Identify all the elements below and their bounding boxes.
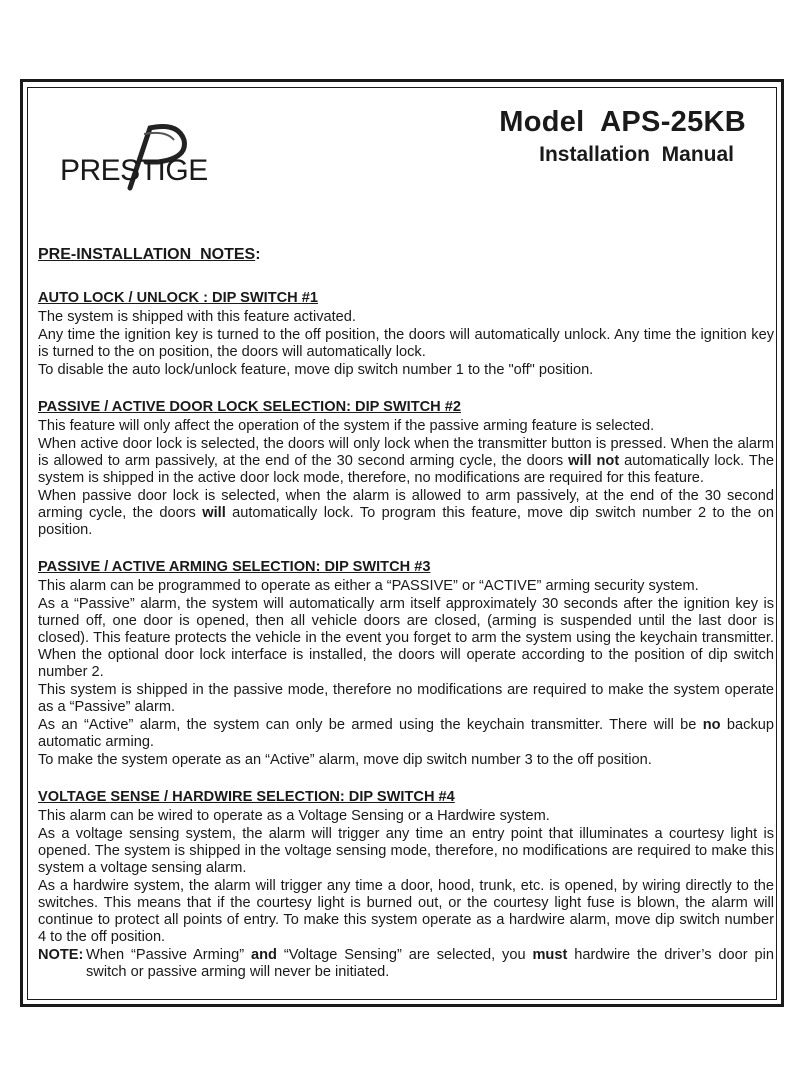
section-title: AUTO LOCK / UNLOCK : DIP SWITCH #1	[38, 290, 318, 306]
note-text	[86, 947, 774, 981]
text-run: “Voltage Sensing” are selected, you	[276, 947, 533, 963]
paragraph: As a voltage sensing system, the alarm will trigger any time an entry point that illuminates a courtesy light is opened. The system is shipped in the voltage sensing mode, therefore, no modifications are required to make this system a voltage sensing alarm.	[38, 826, 774, 876]
logo-wordmark: PRESTIGE	[60, 154, 208, 187]
paragraph: To disable the auto lock/unlock feature, move dip switch number 1 to the "off" position.	[38, 362, 594, 378]
page-heading-text: PRE-INSTALLATION NOTES	[38, 246, 256, 263]
page-heading-colon: :	[255, 246, 261, 263]
paragraph: This feature will only affect the operation of the system if the passive arming feature is selected.	[38, 418, 655, 434]
section-dip-switch-4	[38, 788, 774, 981]
text-run: backup automatic arming.	[38, 717, 774, 750]
paragraph: As a “Passive” alarm, the system will automatically arm itself approximately 30 seconds after the ignition key is turned off, one door is opened, then all vehicle doors are closed, (arming is suspended until the last door is closed). This feature protects the vehicle in the event you forget to arm the system using the keychain transmitter. When the optional door lock interface is installed, the doors will operate according to the position of dip switch number 2.	[38, 596, 774, 680]
prestige-logo	[58, 118, 238, 208]
paragraph: This alarm can be wired to operate as a Voltage Sensing or a Hardwire system.	[38, 808, 550, 824]
bold-text: no	[702, 717, 721, 733]
paragraph: Any time the ignition key is turned to the off position, the doors will automatically unlock. Any time the ignition key is turned to the on position, the doors will automatically lock.	[38, 327, 774, 360]
paragraph: This alarm can be programmed to operate as either a “PASSIVE” or “ACTIVE” arming security system.	[38, 578, 699, 594]
text-run: When active door lock is selected, the doors will only lock when the transmitter button is pressed. When the alarm is allowed to arm passively, at the end of the 30 second arming cycle, the doors	[38, 436, 774, 469]
section-dip-switch-1	[38, 289, 774, 379]
note-label: NOTE:	[38, 947, 84, 963]
manual-subtitle: Installation Manual	[539, 143, 734, 166]
text-run: hardwire the driver’s door pin switch or passive arming will never be initiated.	[86, 947, 774, 980]
note-block	[38, 947, 774, 981]
paragraph	[38, 488, 774, 539]
page-heading	[38, 244, 774, 266]
section-dip-switch-3	[38, 558, 774, 769]
paragraph	[38, 717, 774, 751]
section-dip-switch-2	[38, 398, 774, 539]
paragraph: As a hardwire system, the alarm will trigger any time a door, hood, trunk, etc. is opened, by wiring directly to the switches. This means that if the courtesy light is burned out, or the courtesy light fuse is blown, the alarm will continue to protect all points of entry. To make this system operate as a hardwire alarm, move dip switch number 4 to the off position.	[38, 878, 774, 945]
manual-content	[38, 244, 774, 1000]
paragraph: This system is shipped in the passive mode, therefore no modifications are required to make the system operate as a “Passive” alarm.	[38, 682, 774, 715]
bold-text: must	[532, 947, 568, 963]
text-run: When “Passive Arming”	[86, 947, 252, 963]
section-title: PASSIVE / ACTIVE ARMING SELECTION: DIP SWITCH #3	[38, 559, 431, 575]
bold-text: will not	[568, 453, 620, 469]
text-run: As an “Active” alarm, the system can only be armed using the keychain transmitter. There will be	[38, 717, 703, 733]
paragraph: The system is shipped with this feature activated.	[38, 309, 356, 325]
section-title: PASSIVE / ACTIVE DOOR LOCK SELECTION: DIP SWITCH #2	[38, 399, 461, 415]
bold-text: and	[251, 947, 277, 963]
text-run: automatically lock. To program this feature, move dip switch number 2 to the on position.	[38, 505, 774, 538]
model-title: Model APS-25KB	[499, 106, 746, 138]
text-run: When passive door lock is selected, when the alarm is allowed to arm passively, at the end of the 30 second arming cycle, the doors	[38, 488, 774, 521]
bold-text: will	[202, 505, 226, 521]
text-run: automatically lock. The system is shipped in the active door lock mode, therefore, no modifications are required for this feature.	[38, 453, 774, 486]
paragraph	[38, 436, 774, 487]
paragraph: To make the system operate as an “Active” alarm, move dip switch number 3 to the off position.	[38, 752, 652, 768]
title-block	[499, 104, 746, 170]
section-title: VOLTAGE SENSE / HARDWIRE SELECTION: DIP SWITCH #4	[38, 789, 455, 805]
